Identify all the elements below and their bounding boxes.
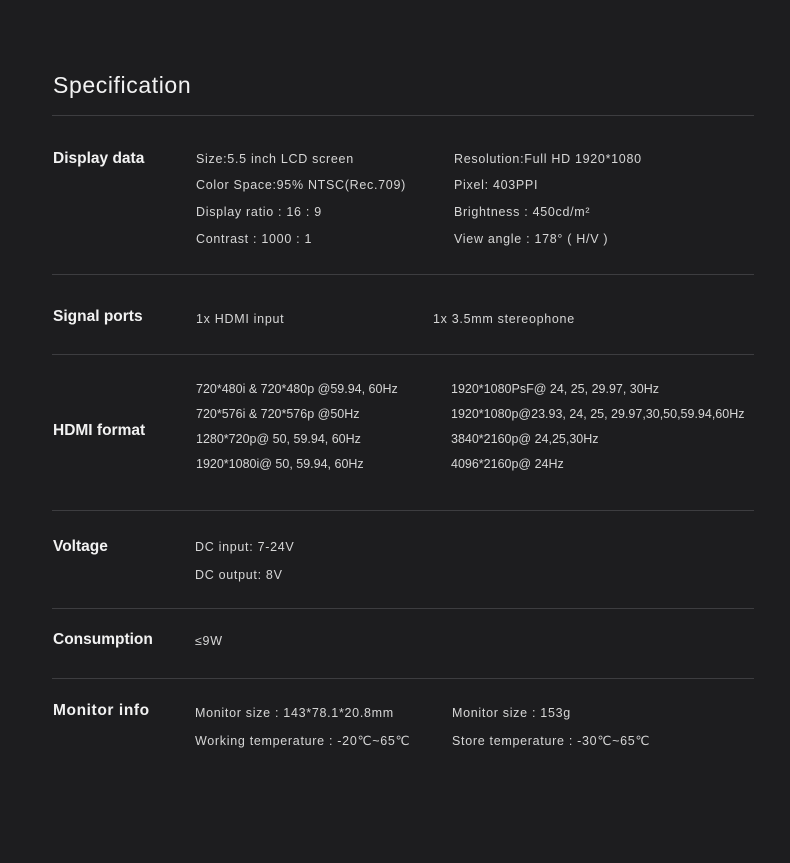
spec-value: View angle : 178° ( H/V ) — [454, 232, 609, 246]
divider — [52, 608, 754, 609]
section-label-display-data: Display data — [53, 150, 145, 167]
spec-value: 1280*720p@ 50, 59.94, 60Hz — [196, 432, 361, 446]
spec-value: Monitor size : 143*78.1*20.8mm — [195, 706, 394, 720]
spec-value: Store temperature : -30℃~65℃ — [452, 734, 651, 748]
page-title: Specification — [53, 72, 192, 98]
spec-value: 1x HDMI input — [196, 312, 285, 326]
spec-value: Display ratio : 16 : 9 — [196, 205, 322, 219]
spec-value: 720*480i & 720*480p @59.94, 60Hz — [196, 382, 398, 396]
section-label-hdmi-format: HDMI format — [53, 422, 146, 439]
spec-value: Working temperature : -20℃~65℃ — [195, 734, 411, 748]
section-label-voltage: Voltage — [53, 538, 108, 555]
spec-value: Brightness : 450cd/m² — [454, 205, 591, 219]
divider — [52, 678, 754, 679]
section-label-monitor-info: Monitor info — [53, 702, 150, 719]
spec-value: 1x 3.5mm stereophone — [433, 312, 575, 326]
spec-value: 1920*1080PsF@ 24, 25, 29.97, 30Hz — [451, 382, 659, 396]
spec-value: ≤9W — [195, 634, 223, 648]
spec-value: 1920*1080i@ 50, 59.94, 60Hz — [196, 457, 364, 471]
spec-value: Resolution:Full HD 1920*1080 — [454, 152, 642, 166]
divider — [52, 115, 754, 116]
divider — [52, 510, 754, 511]
divider — [52, 354, 754, 355]
spec-value: Color Space:95% NTSC(Rec.709) — [196, 178, 406, 192]
spec-value: 4096*2160p@ 24Hz — [451, 457, 564, 471]
section-label-signal-ports: Signal ports — [53, 308, 143, 325]
divider — [52, 274, 754, 275]
section-label-consumption: Consumption — [53, 631, 153, 648]
spec-value: Monitor size : 153g — [452, 706, 571, 720]
spec-value: Pixel: 403PPI — [454, 178, 539, 192]
spec-value: Size:5.5 inch LCD screen — [196, 152, 354, 166]
spec-value: Contrast : 1000 : 1 — [196, 232, 313, 246]
spec-value: DC input: 7-24V — [195, 540, 295, 554]
spec-value: 720*576i & 720*576p @50Hz — [196, 407, 360, 421]
spec-value: 1920*1080p@23.93, 24, 25, 29.97,30,50,59.94,60Hz — [451, 407, 745, 421]
spec-value: 3840*2160p@ 24,25,30Hz — [451, 432, 599, 446]
spec-value: DC output: 8V — [195, 568, 283, 582]
